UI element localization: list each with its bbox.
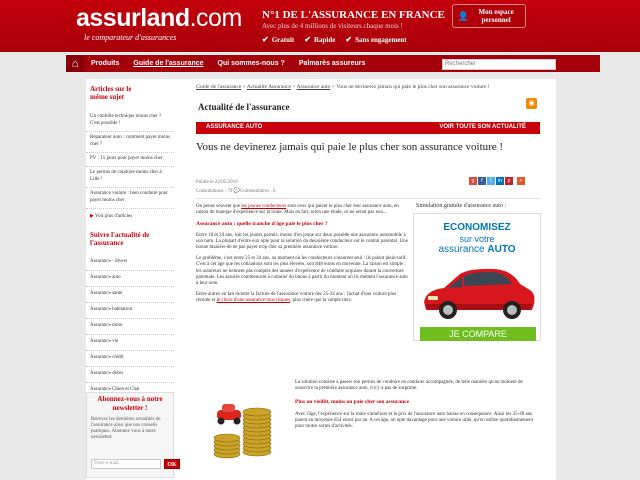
more-articles-link[interactable]: ▶ Voir plus d'articles [90, 214, 133, 219]
user-icon: 👤 [457, 11, 470, 21]
promo-line-3: assurance AUTO [438, 244, 516, 255]
header-title: N°1 DE L'ASSURANCE EN FRANCE [262, 9, 445, 21]
subheading: Assurance auto : quelle tranche d'âge paie le plus cher ? [196, 221, 328, 228]
breadcrumb: Guide de l'assurance > Actualité Assurance > Assurance auto > Vous ne devinerez jamais qui paie le plus cher son assurance voiture ! [196, 84, 490, 90]
perk-item: ✔ Sans engagement [345, 35, 407, 44]
pinterest-share-icon[interactable]: p [505, 177, 513, 185]
article-body-lower [295, 380, 539, 430]
account-button-label: Mon espace personnel [478, 8, 514, 24]
list-item[interactable]: Assurance décès [86, 367, 174, 383]
paragraph: Le problème, c'est entre 25 et 34 ans, au moment où les conducteurs s'assurent seul : ils paient plein-tarif. C'est à cet âge que les cotisations sont les plus élevées, soit 848 euros en moyenne. La raison est simple : les assureurs ne tiennent pas comptes des années d'expérience de conduite acquises durant la couverture parentale. Les assurés commencent à cumuler du bonus à partir du moment où ils mettent l'assurance auto à leur nom. [196, 256, 408, 287]
sidebar [86, 85, 174, 399]
list-item[interactable]: Le permis de conduire moins cher à Lille ! [86, 167, 174, 188]
paragraph: On pense souvent que les jeunes conducteurs sont ceux qui paient le plus cher leur assurance auto, en raison du manque d'expérience sur la route. Mais en fait, selon une étude, ce ne serait pas eux... [196, 204, 399, 216]
home-icon[interactable]: ⌂ [66, 55, 84, 72]
comments-link[interactable]: Commentaires : 0 [239, 189, 276, 194]
list-item[interactable]: Réparateur auto : comment payer moins cher ? [86, 132, 174, 153]
list-item[interactable]: Assurance habitation [86, 303, 174, 319]
compare-button[interactable]: JE COMPARE [420, 327, 536, 341]
newsletter-box [86, 392, 177, 478]
rss-icon[interactable]: ◉ [526, 98, 537, 109]
related-articles-title: Articles sur le même sujet [90, 85, 132, 101]
coins-illustration [197, 374, 289, 462]
site-header [0, 0, 640, 52]
arrow-right-icon: ▶ [90, 214, 96, 219]
check-icon: ✔ [304, 35, 311, 44]
breadcrumb-link[interactable]: Actualité Assurance [246, 84, 291, 90]
paragraph: Entre autres on fait monter la facture de l'assurance voiture des 25-34 ans : l'achat d'une voiture plus récente et le choix d'une assurance tous risques, plus chère que la simple tiers. [196, 292, 397, 304]
account-button[interactable] [452, 4, 526, 28]
category-bar [196, 122, 540, 134]
promo-line-1: ECONOMISEZ [443, 222, 511, 233]
nav-item-palmares[interactable]: Palmarès assureurs [298, 60, 366, 67]
section-title: Actualité de l'assurance [198, 102, 290, 112]
article-stats: Consultations : 79 💬Commentaires : 0 [196, 189, 276, 194]
promo-banner[interactable] [413, 213, 541, 341]
breadcrumb-current: > Vous ne devinerez jamais qui paie le plus cher son assurance voiture ! [330, 84, 490, 90]
nav-item-produits[interactable]: Produits [91, 60, 120, 67]
paragraph: Entre 18 et 24 ans, soit les jeunes permis, moins d'un jeune sur deux possède une assurance automobile à son nom. La plupart d'entre eux opte pour la solution du deuxième conducteur sur le contrat parental. Une bonne manière de ne pas payer trop cher sa première assurance voiture. [196, 232, 408, 251]
car-illustration [416, 260, 540, 324]
young-drivers-link[interactable]: les jeunes conducteurs [241, 204, 287, 209]
list-item[interactable]: Assurance crédit [86, 351, 174, 367]
linkedin-share-icon[interactable]: in [496, 177, 504, 185]
header-subtitle: Avec plus de 4 millions de visiteurs chaque mois ! [262, 22, 403, 30]
newsletter-title: Abonnez-vous à notre newsletter ! [97, 395, 163, 412]
facebook-share-icon[interactable]: f [478, 177, 486, 185]
related-articles-list [86, 111, 174, 209]
perk-item: ✔ Rapide [304, 35, 336, 44]
paragraph: La solution consiste à passer son permis de conduire en conduite accompagnée, de telle manière qu'au moment de souscrire la première assurance auto, il n'y a pas de surprime. [295, 380, 523, 392]
paragraph: Avec l'âge, l'expérience sur la route s'améliore et le prix de l'assurance auto baisse en conséquence. Ainsi les 35-49 ans paient en moyenne 654 euros par an. A cet âge, on opte davantage pour une voiture utile, qu'on utilise quotidiennement pour toutes sortes d'activités. [295, 411, 534, 430]
list-item[interactable]: Assurance vie [86, 335, 174, 351]
follow-news-title: Suivre l'actualité de l'assurance [90, 231, 150, 247]
google-share-icon[interactable]: g [469, 177, 477, 185]
list-item[interactable]: Un contrôle technique moins cher ? C'est possible ! [86, 111, 174, 132]
article-meta [196, 178, 275, 196]
list-item[interactable]: Assurance moto [86, 319, 174, 335]
more-share-icon[interactable]: + [517, 177, 525, 185]
list-item[interactable]: Assurance auto [86, 271, 174, 287]
nav-item-guide[interactable]: Guide de l'assurance [133, 60, 204, 67]
list-item[interactable]: Assurance voiture : bien conduire pour payer moins cher [86, 188, 174, 209]
newsletter-text: Recevez les dernières actualités de l'assurance ainsi que nos conseils pratiques. Abonnez-vous à notre newsletter. [91, 417, 161, 440]
header-perks [262, 35, 407, 44]
site-logo[interactable]: assurland.com [76, 4, 242, 32]
site-tagline: le comparateur d'assurances [84, 33, 177, 42]
list-item[interactable]: PV : 15 jours pour payer moins cher [86, 153, 174, 167]
list-item[interactable]: Assurance santé [86, 287, 174, 303]
list-item[interactable]: Assurance Chien et Chat [86, 383, 174, 399]
newsletter-email-input[interactable]: Votre e-mail [91, 459, 161, 469]
comment-icon: 💬 [233, 189, 240, 194]
promo-caption: Simulation gratuite d'assurance auto : [416, 203, 507, 209]
promo-line-2: sur votre [459, 234, 495, 244]
check-icon: ✔ [345, 35, 353, 44]
article-body [196, 204, 410, 305]
nav-item-qui-sommes-nous[interactable]: Qui sommes-nous ? [217, 60, 285, 67]
perk-item: ✔ Gratuit [262, 35, 295, 44]
category-label[interactable]: ASSURANCE AUTO [206, 124, 263, 130]
search-input[interactable]: Rechercher [442, 59, 556, 70]
breadcrumb-link[interactable]: Guide de l'assurance [196, 84, 242, 90]
twitter-share-icon[interactable]: t [487, 177, 495, 185]
newsletter-ok-button[interactable]: OK [164, 459, 180, 469]
article-title: Vous ne devinerez jamais qui paie le plus cher son assurance voiture ! [196, 141, 504, 153]
subheading: Plus on vieillit, moins on paie cher son assurance [295, 399, 410, 406]
published-date: Publié le 22/05/2016 [196, 180, 238, 185]
share-bar [469, 177, 525, 185]
divider [196, 198, 540, 199]
see-all-news-link[interactable]: VOIR TOUTE SON ACTUALITÉ [439, 124, 526, 130]
list-item[interactable]: Assurance - divers [86, 255, 174, 271]
follow-news-list [86, 255, 174, 399]
breadcrumb-link[interactable]: Assurance auto [296, 84, 331, 90]
all-risks-link[interactable]: le choix d'une assurance tous risques [216, 298, 291, 304]
check-icon: ✔ [262, 35, 269, 44]
